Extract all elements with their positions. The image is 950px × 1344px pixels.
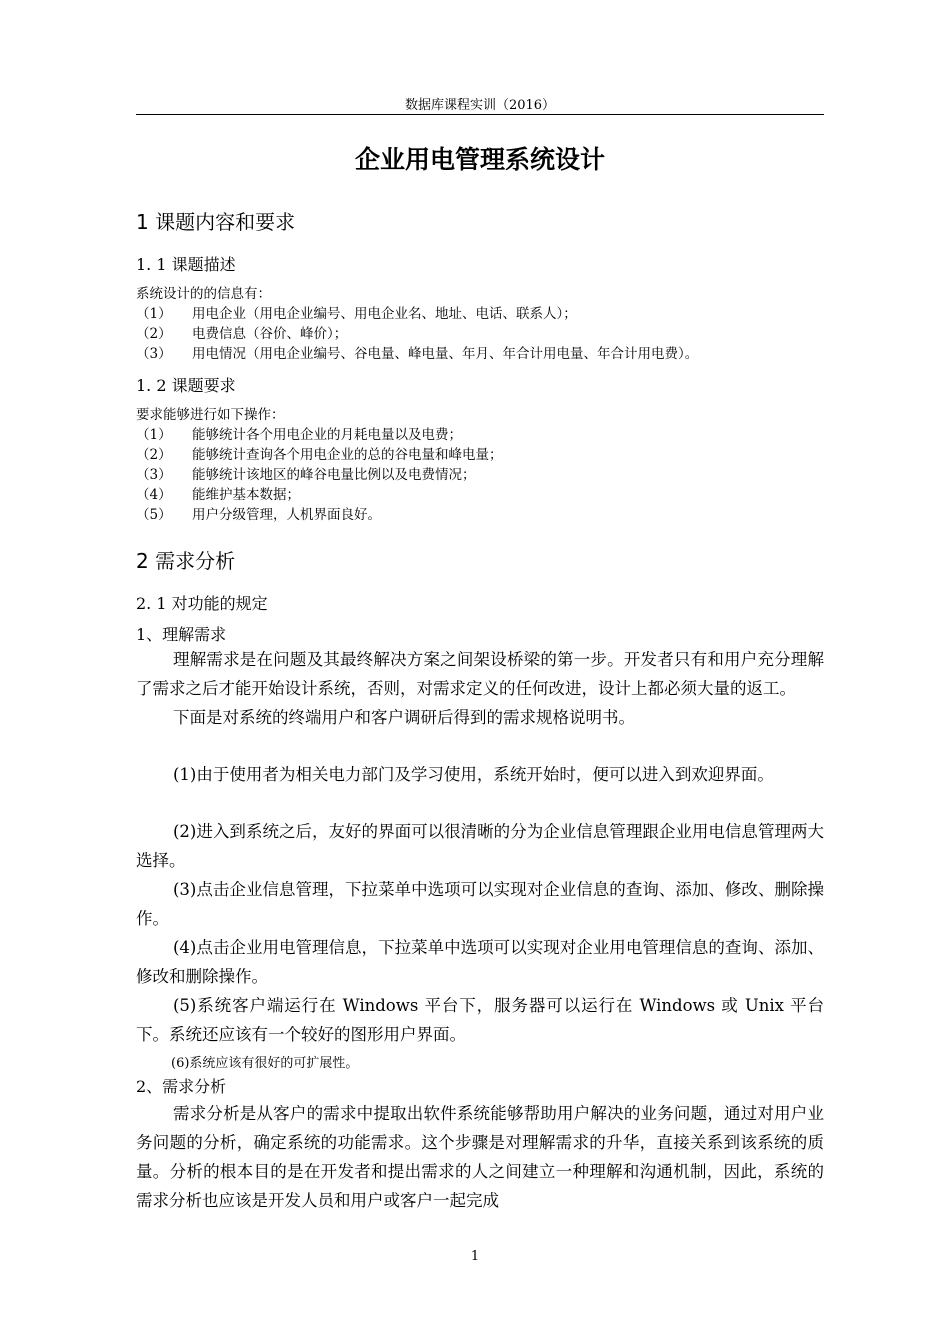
item-number: （3） [136, 467, 172, 483]
section-1-1-heading: 1. 1 课题描述 [136, 255, 236, 274]
document-title: 企业用电管理系统设计 [354, 145, 605, 174]
item-text: 电费信息（谷价、峰价）； [192, 326, 348, 342]
item-number: （2） [136, 326, 172, 342]
item-number: （4） [136, 487, 172, 503]
section-1-1-list [136, 284, 836, 364]
section-1-2-heading: 1. 2 课题要求 [136, 376, 236, 395]
item-number: （1） [136, 427, 172, 443]
list-intro: 系统设计的的信息有： [136, 286, 271, 302]
item-text: 能维护基本数据； [192, 487, 300, 503]
list-item [136, 304, 836, 324]
item-text: 能够统计该地区的峰谷电量比例以及电费情况； [192, 467, 476, 483]
part-1-heading: 1、理解需求 [136, 625, 227, 644]
item-text: 能够统计查询各个用电企业的总的谷电量和峰电量； [192, 447, 503, 463]
item-text: 能够统计各个用电企业的月耗电量以及电费； [192, 427, 462, 443]
body-text-block-4 [136, 1099, 824, 1215]
list-item [136, 425, 836, 445]
paragraph: (3)点击企业信息管理，下拉菜单中选项可以实现对企业信息的查询、添加、修改、删除操作。 [136, 880, 824, 928]
list-item [136, 324, 836, 344]
paragraph: 下面是对系统的终端用户和客户调研后得到的需求规格说明书。 [173, 708, 635, 727]
paragraph: 理解需求是在问题及其最终解决方案之间架设桥梁的第一步。开发者只有和用户充分理解了需求之后才能开始设计系统，否则，对需求定义的任何改进，设计上都必须大量的返工。 [136, 650, 824, 698]
item-number: （3） [136, 346, 172, 362]
list-item [136, 485, 836, 505]
list-item [136, 344, 836, 364]
paragraph: (1)由于使用者为相关电力部门及学习使用，系统开始时，便可以进入到欢迎界面。 [173, 765, 774, 784]
section-1-heading: 1 课题内容和要求 [136, 210, 296, 234]
item-text: 用电情况（用电企业编号、谷电量、峰电量、年月、年合计用电量、年合计用电费）。 [192, 346, 699, 362]
list-intro: 要求能够进行如下操作： [136, 407, 285, 423]
section-2-heading: 2 需求分析 [136, 549, 236, 573]
body-text-block-3 [136, 817, 824, 1049]
paragraph: (4)点击企业用电管理信息，下拉菜单中选项可以实现对企业用电管理信息的查询、添加、修改和删除操作。 [136, 938, 824, 986]
list-item [136, 505, 836, 525]
body-text-block-2 [136, 760, 824, 789]
body-text-block-1 [136, 645, 824, 732]
part-2-heading: 2、需求分析 [136, 1077, 227, 1096]
header-rule [136, 114, 824, 115]
section-2-1-heading: 2. 1 对功能的规定 [136, 594, 268, 613]
item-text: 用户分级管理，人机界面良好。 [192, 507, 381, 523]
paragraph: (5)系统客户端运行在 Windows 平台下，服务器可以运行在 Windows 或 Unix 平台下。系统还应该有一个较好的图形用户界面。 [136, 996, 824, 1044]
paragraph-small: (6)系统应该有很好的可扩展性。 [171, 1056, 359, 1071]
list-item [136, 445, 836, 465]
page-number: 1 [470, 1249, 480, 1264]
paragraph: (2)进入到系统之后，友好的界面可以很清晰的分为企业信息管理跟企业用电信息管理两大选择。 [136, 822, 824, 870]
item-text: 用电企业（用电企业编号、用电企业名、地址、电话、联系人）； [192, 306, 577, 322]
item-number: （2） [136, 447, 172, 463]
section-1-2-list [136, 405, 836, 525]
list-item [136, 465, 836, 485]
item-number: （1） [136, 306, 172, 322]
running-header: 数据库课程实训（2016） [404, 98, 556, 113]
paragraph: 需求分析是从客户的需求中提取出软件系统能够帮助用户解决的业务问题，通过对用户业务问题的分析，确定系统的功能需求。这个步骤是对理解需求的升华，直接关系到该系统的质量。分析的根本目的是在开发者和提出需求的人之间建立一种理解和沟通机制，因此，系统的需求分析也应该是开发人员和用户或客户一起完成 [136, 1104, 824, 1210]
item-number: （5） [136, 507, 172, 523]
